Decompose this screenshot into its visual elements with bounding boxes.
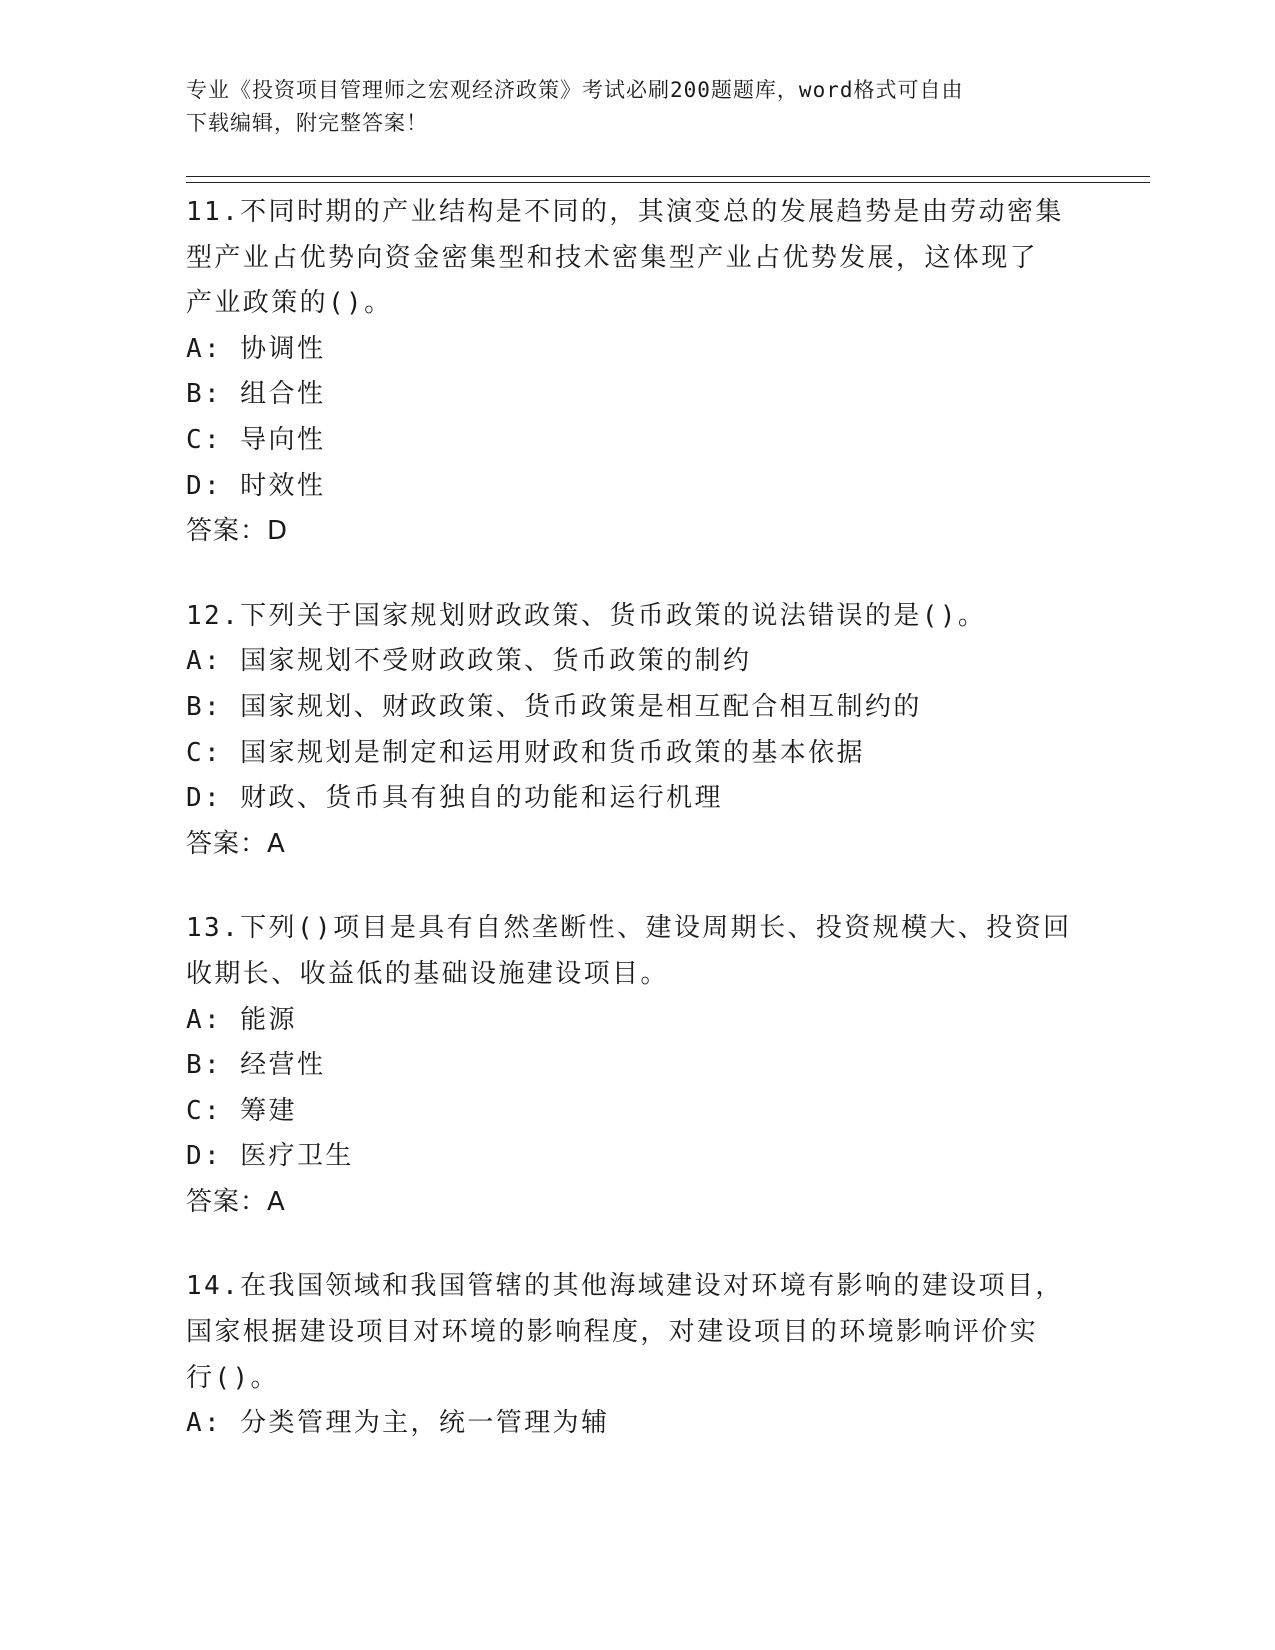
option-d: D: 财政、货币具有独自的功能和运行机理 <box>186 783 723 814</box>
option-c: C: 国家规划是制定和运用财政和货币政策的基本依据 <box>186 737 865 768</box>
question-11 <box>186 190 1086 555</box>
option-a: A: 协调性 <box>186 333 326 364</box>
option-c: C: 筹建 <box>186 1095 297 1126</box>
option-b: B: 组合性 <box>186 379 326 410</box>
option-a: A: 分类管理为主，统一管理为辅 <box>186 1408 610 1439</box>
question-text-line: 12.下列关于国家规划财政政策、货币政策的说法错误的是()。 <box>186 600 987 631</box>
option-c: C: 导向性 <box>186 424 326 455</box>
question-list <box>186 190 1086 1486</box>
question-text-line: 国家根据建设项目对环境的影响程度，对建设项目的环境影响评价实 <box>186 1317 1039 1348</box>
option-a: A: 能源 <box>186 1004 297 1035</box>
question-14 <box>186 1264 1086 1446</box>
question-text-line: 产业政策的()。 <box>186 288 393 319</box>
question-text-line: 14.在我国领域和我国管辖的其他海域建设对环境有影响的建设项目， <box>186 1271 1064 1302</box>
header-line-2: 下载编辑，附完整答案！ <box>186 111 428 135</box>
answer-label: 答案：D <box>186 516 289 547</box>
option-b: B: 经营性 <box>186 1050 326 1081</box>
answer-label: 答案：A <box>186 828 286 859</box>
question-text-line: 型产业占优势向资金密集型和技术密集型产业占优势发展，这体现了 <box>186 242 1039 273</box>
question-text-line: 行()。 <box>186 1362 279 1393</box>
answer-label: 答案：A <box>186 1186 286 1217</box>
option-d: D: 医疗卫生 <box>186 1141 354 1172</box>
question-13 <box>186 906 1086 1225</box>
option-d: D: 时效性 <box>186 470 326 501</box>
option-a: A: 国家规划不受财政政策、货币政策的制约 <box>186 646 752 677</box>
document-header <box>186 74 1076 140</box>
question-text-line: 收期长、收益低的基础设施建设项目。 <box>186 958 669 989</box>
question-text-line: 11.不同时期的产业结构是不同的，其演变总的发展趋势是由劳动密集 <box>186 197 1064 227</box>
header-line-1: 专业《投资项目管理师之宏观经济政策》考试必刷200题题库，word格式可自由 <box>186 78 964 102</box>
question-12 <box>186 594 1086 868</box>
header-divider-top <box>186 176 1150 177</box>
option-b: B: 国家规划、财政政策、货币政策是相互配合相互制约的 <box>186 691 922 722</box>
header-divider-bottom <box>186 182 1150 183</box>
question-text-line: 13.下列()项目是具有自然垄断性、建设周期长、投资规模大、投资回 <box>186 913 1072 944</box>
